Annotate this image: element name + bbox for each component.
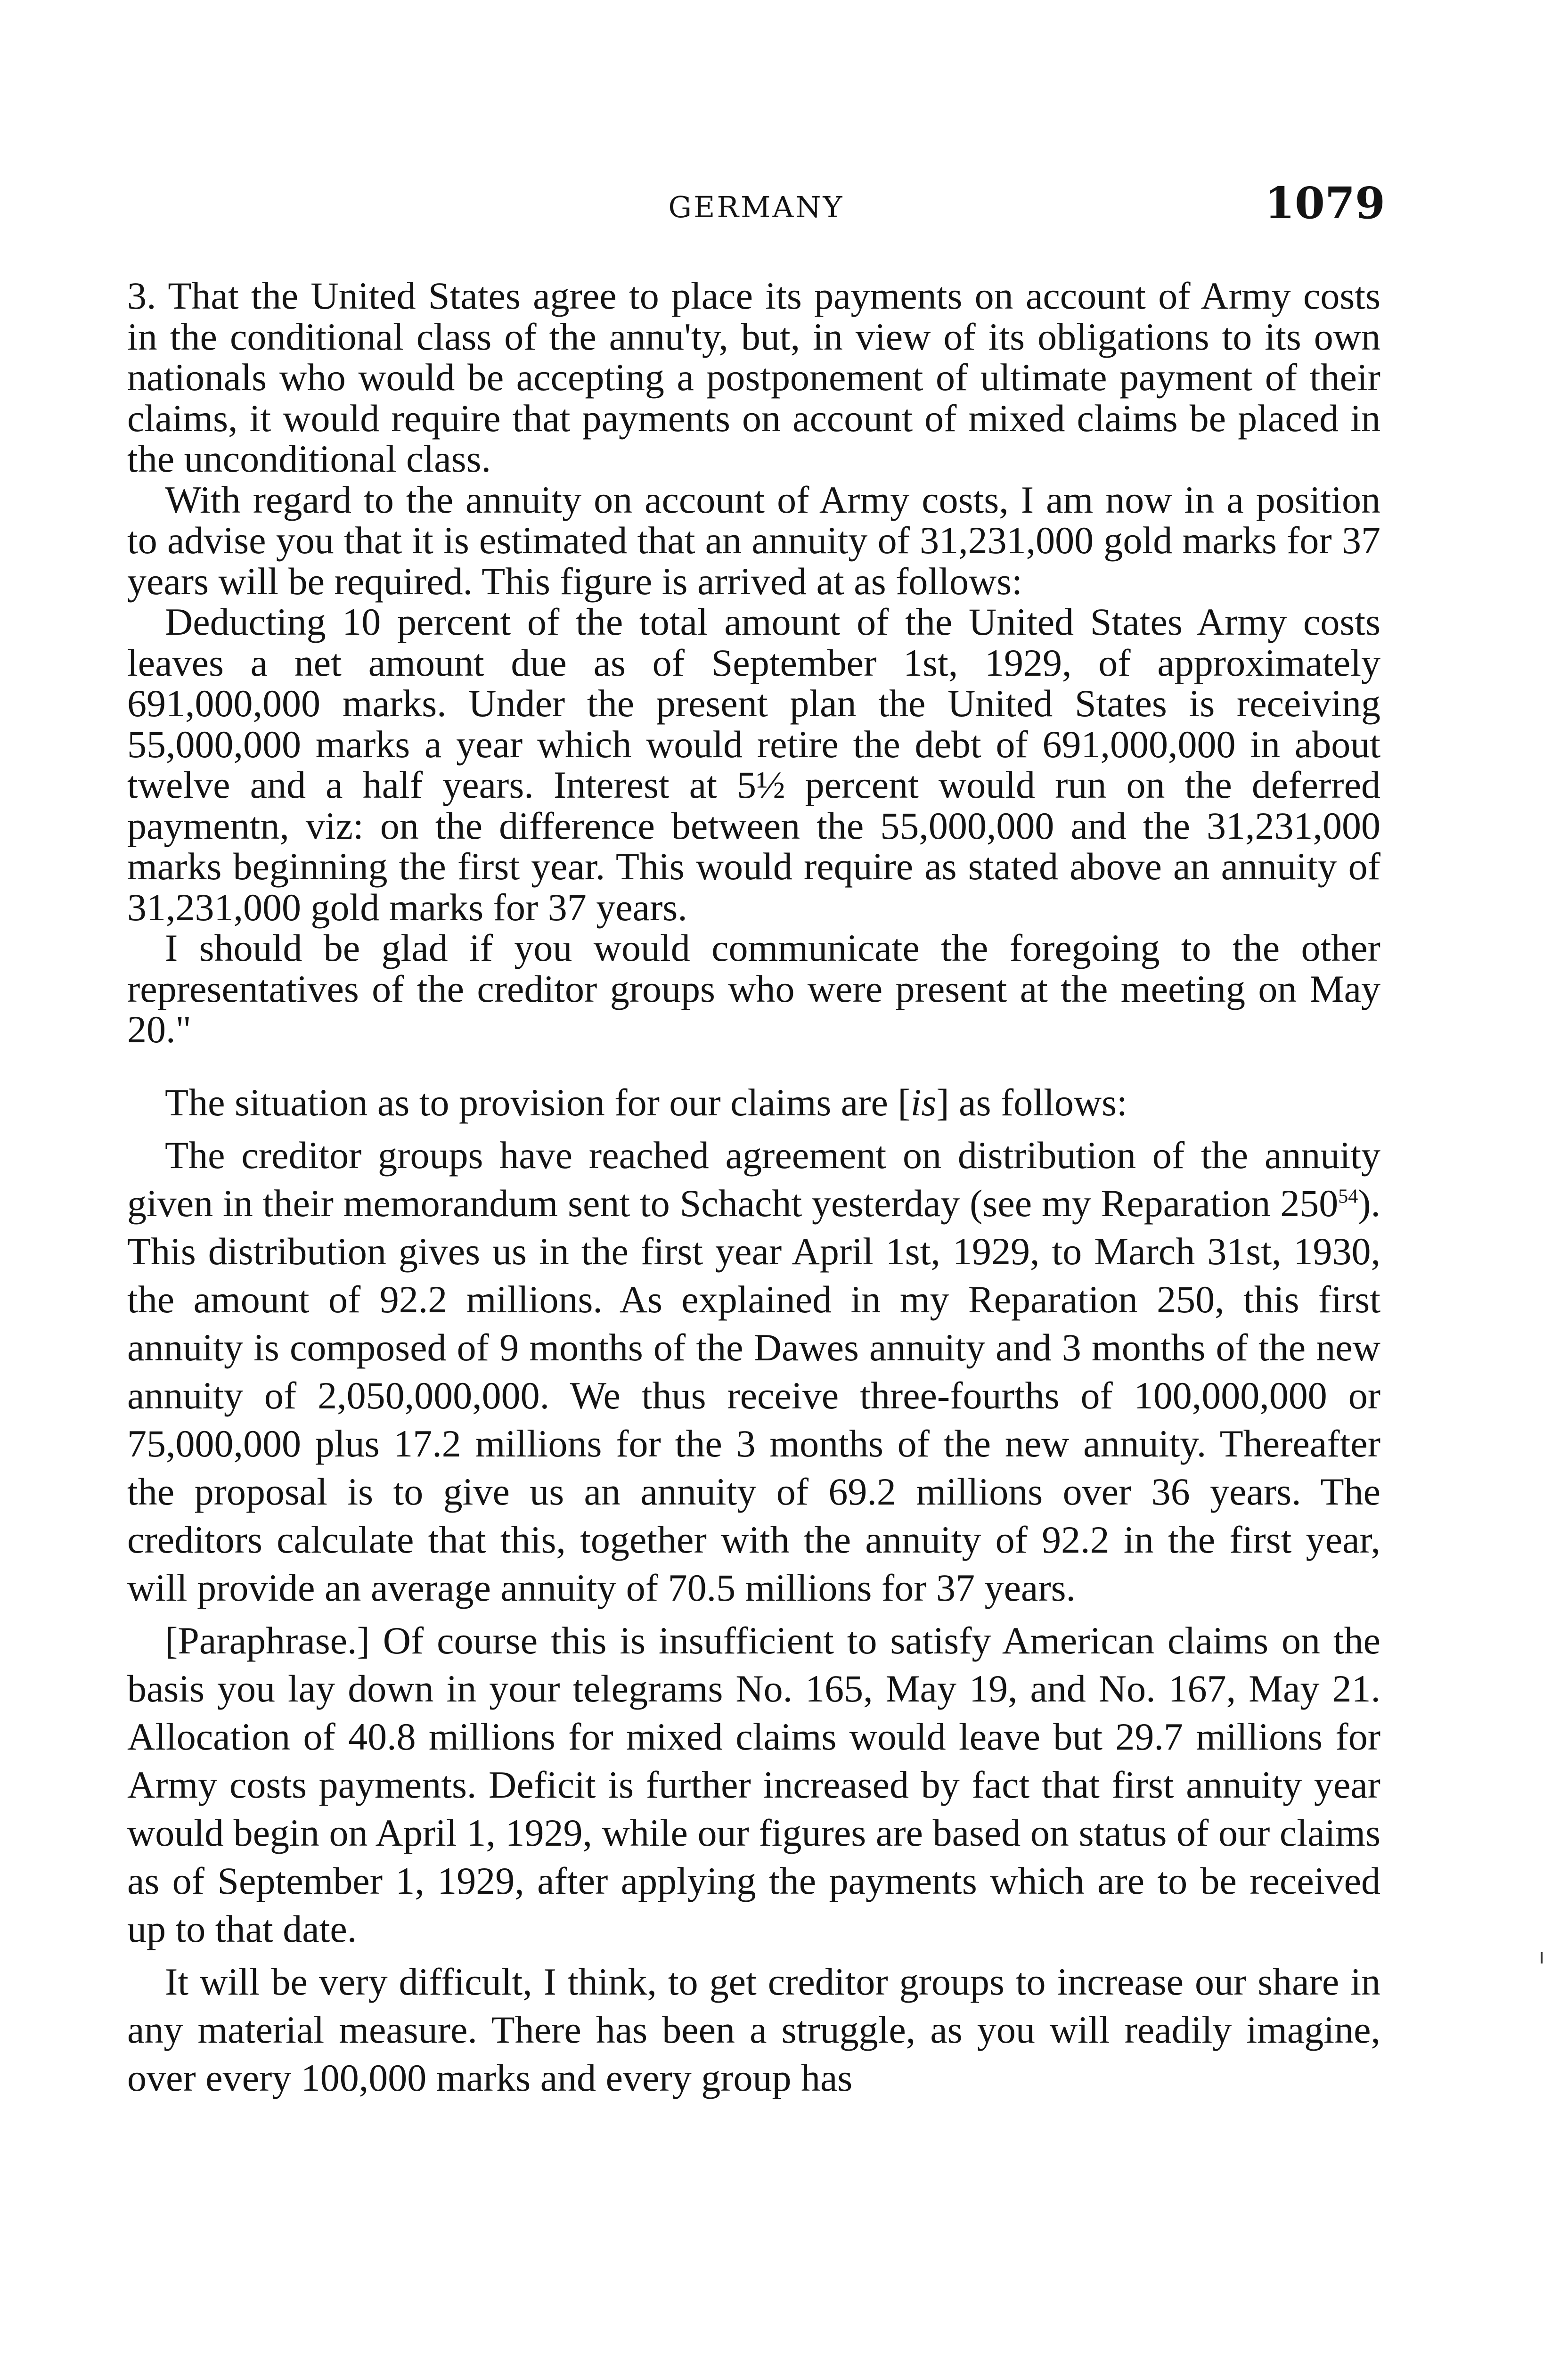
main-paragraph-3: [Paraphrase.] Of course this is insufficient to satisfy American claims on the basis you lay down in your telegrams No. 165, May 19, and No. 167, May 21. Allocation of 40.8 millions for mixed claims would leave but 29.7 millions for Army costs payments. Deficit is further increased by fact that first annuity year would begin on April 1, 1929, while our figures are based on status of our claims as of September 1, 1929, after applying the payments which are to be received up to that date. <box>127 1619 1380 1950</box>
editorial-insertion: is <box>910 1080 937 1124</box>
quote-paragraph-4: I should be glad if you would communicate the foregoing to the other representatives of the creditor groups who were present at the meeting on May 20." <box>127 926 1380 1051</box>
quote-paragraph-3: Deducting 10 percent of the total amount of the United States Army costs leaves a net amount due as of September 1st, 1929, of approximately 691,000,000 marks. Under the present plan the United States is receiving 55,000,000 marks a year which would retire the debt of 691,000,000 in about twelve and a half years. Interest at 5½ percent would run on the deferred paymentn, viz: on the difference between the 55,000,000 and the 31,231,000 marks beginning the first year. This would require as stated above an annuity of 31,231,000 gold marks for 37 years. <box>127 600 1380 929</box>
main-paragraph-1-start: The situation as to provision for our claims are [ <box>165 1080 911 1124</box>
quote-paragraph-2: With regard to the annuity on account of Army costs, I am now in a position to advise you that it is estimated that an annuity of 31,231,000 gold marks for 37 years will be required. This figure is arrived at as follows: <box>127 478 1380 603</box>
main-paragraph-2-start: The creditor groups have reached agreement on distribution of the annuity given in their memorandum sent to Schacht yesterday (see my Reparation 250 <box>127 1133 1380 1225</box>
body-text <box>127 276 1380 2107</box>
main-paragraph-1 <box>127 1079 1380 1127</box>
main-paragraph-1-end: ] as follows: <box>936 1080 1127 1124</box>
margin-mark <box>1541 1952 1543 1963</box>
footnote-reference: 54 <box>1338 1186 1358 1208</box>
quote-paragraph-1: 3. That the United States agree to place its payments on account of Army costs in the conditional class of the annu'ty, but, in view of its obligations to its own nationals who would be accepting a postponement of ultimate payment of their claims, it would require that payments on account of mixed claims be placed in the unconditional class. <box>127 274 1380 480</box>
main-paragraph-2-end: ). This distribution gives us in the first year April 1st, 1929, to March 31st, 1930, the amount of 92.2 millions. As explained in my Reparation 250, this first annuity is composed of 9 months of the Dawes annuity and 3 months of the new annuity of 2,050,000,000. We thus receive three-fourths of 100,000,000 or 75,000,000 plus 17.2 millions for the 3 months of the new annuity. Thereafter the proposal is to give us an annuity of 69.2 millions over 36 years. The creditors calculate that this, together with the annuity of 92.2 in the first year, will provide an average annuity of 70.5 millions for 37 years. <box>127 1181 1380 1609</box>
quoted-telegram <box>127 276 1380 1050</box>
page-header <box>127 178 1385 233</box>
main-paragraph-2 <box>127 1131 1380 1612</box>
page-number: 1079 <box>1264 178 1385 229</box>
running-head: GERMANY <box>668 190 844 224</box>
main-paragraph-4: It will be very difficult, I think, to get creditor groups to increase our share in any material measure. There has been a struggle, as you will readily imagine, over every 100,000 marks and every group has <box>127 1960 1380 2099</box>
main-text <box>127 1079 1380 2102</box>
